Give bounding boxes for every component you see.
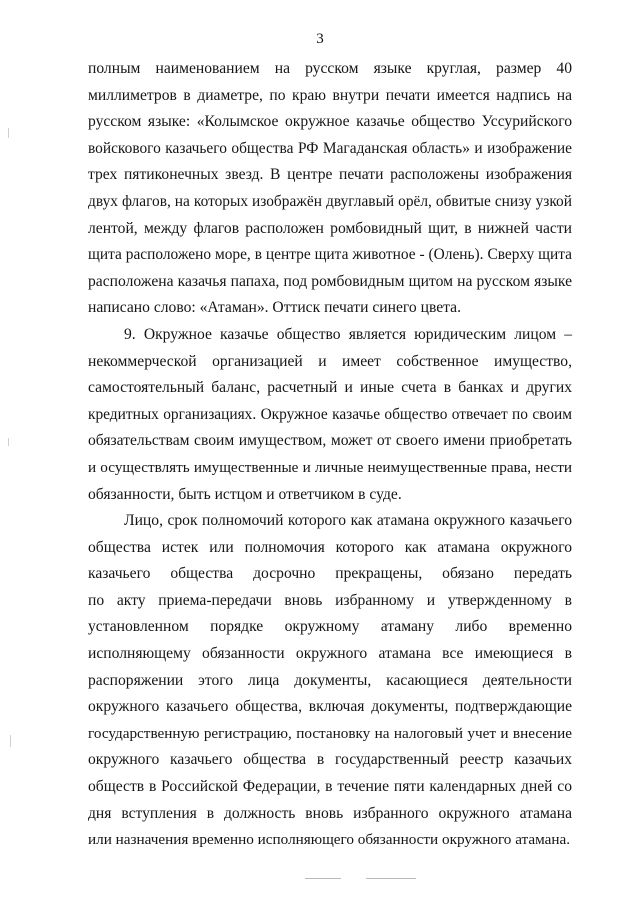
paragraph-p1 (88, 56, 572, 322)
scan-edge-mark-left-mid (8, 438, 9, 446)
text-line: щита расположено море, в центре щита животное - (Олень). Сверху щита (88, 246, 572, 264)
text-line: трех пятиконечных звезд. В центре печати расположены изображения (88, 166, 572, 184)
footer-scan-line-right (366, 878, 416, 879)
text-line: окружного казачьего общества, включая документы, подтверждающие (88, 698, 572, 716)
text-line: установленном порядке окружному атаману либо временно (88, 618, 572, 636)
text-line: дня вступления в должность вновь избранного окружного атамана (88, 804, 572, 822)
text-line: лентой, между флагов расположен ромбовидный щит, в нижней части (88, 219, 572, 237)
scan-edge-mark-left-low (10, 735, 11, 747)
text-line: русском языке: «Колымское окружное казачье общество Уссурийского (88, 113, 572, 131)
text-line: общества истек или полномочия которого как атамана окружного (88, 538, 572, 556)
text-line: исполняющему обязанности окружного атамана все имеющиеся в (88, 645, 572, 663)
page-number: 3 (316, 31, 324, 47)
text-line: казачьего общества досрочно прекращены, обязано передать (88, 565, 572, 583)
text-line: окружного казачьего общества в государственный реестр казачьих (88, 751, 572, 769)
document-body (88, 56, 572, 854)
footer-scan-line-left (305, 878, 341, 879)
paragraph-p3 (88, 508, 572, 854)
text-line: кредитных организациях. Окружное казачье общество отвечает по своим (88, 405, 572, 423)
scan-edge-mark-left-top (8, 128, 9, 138)
text-line: войскового казачьего общества РФ Магаданская область» и изображение (88, 139, 572, 157)
text-line: обществ в Российской Федерации, в течение пяти календарных дней со (88, 778, 572, 796)
text-line: обязанности, быть истцом и ответчиком в суде. (88, 485, 402, 503)
text-line: обязательствам своим имуществом, может от своего имени приобретать (88, 432, 572, 450)
text-line: двух флагов, на которых изображён двуглавый орёл, обвитые снизу узкой (88, 192, 572, 210)
text-line: и осуществлять имущественные и личные неимущественные права, нести (88, 458, 572, 476)
text-line: государственную регистрацию, постановку на налоговый учет и внесение (88, 724, 572, 742)
text-line: написано слово: «Атаман». Оттиск печати синего цвета. (88, 299, 461, 317)
text-line: расположена казачья папаха, под ромбовидным щитом на русском языке (88, 272, 572, 290)
text-line: по акту приема-передачи вновь избранному и утвержденному в (88, 591, 572, 609)
text-line: или назначения временно исполняющего обязанности окружного атамана. (88, 831, 571, 849)
text-line: миллиметров в диаметре, по краю внутри печати имеется надпись на (88, 86, 572, 104)
text-line: Лицо, срок полномочий которого как атамана окружного казачьего (124, 512, 572, 530)
text-line: распоряжении этого лица документы, касающиеся деятельности (88, 671, 572, 689)
text-line: 9. Окружное казачье общество является юридическим лицом – (124, 325, 572, 343)
paragraph-p2 (88, 322, 572, 508)
text-line: самостоятельный баланс, расчетный и иные счета в банках и других (88, 379, 572, 397)
text-line: некоммерческой организацией и имеет собственное имущество, (88, 352, 572, 370)
text-line: полным наименованием на русском языке круглая, размер 40 (88, 60, 572, 77)
